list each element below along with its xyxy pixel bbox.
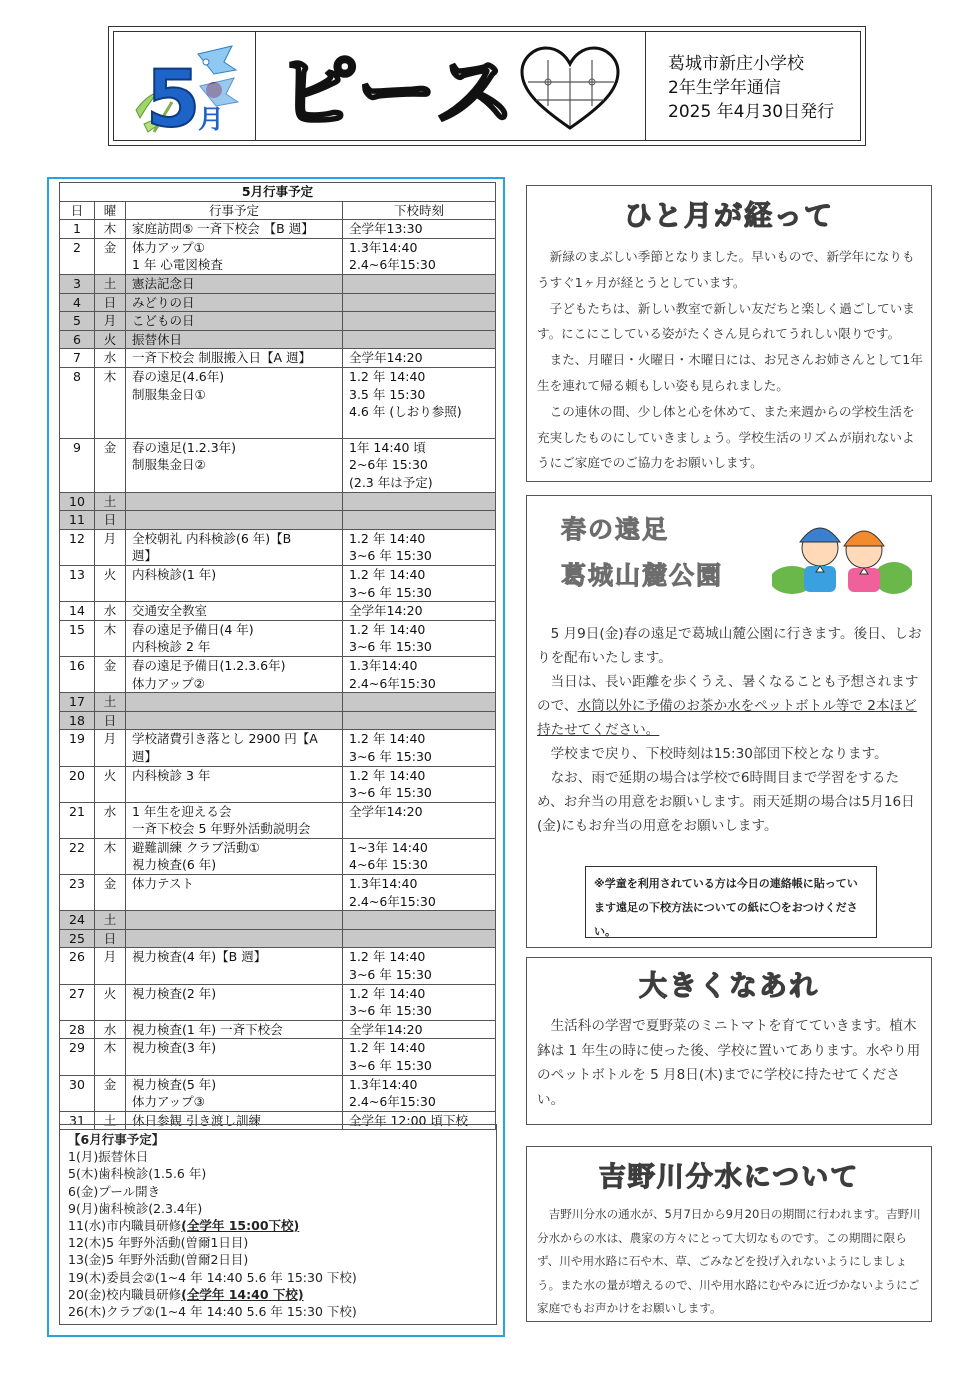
section-body [537, 244, 923, 476]
section-title: ひと月が経って [623, 199, 834, 232]
schedule-row [60, 274, 496, 293]
schedule-event: みどりの日 [126, 293, 343, 312]
schedule-dismissal: 全学年14:20 [343, 349, 496, 368]
schedule-event [126, 693, 343, 712]
schedule-title: 5月行事予定 [60, 183, 496, 202]
schedule-row [60, 220, 496, 239]
schedule-event: 振替休日 [126, 330, 343, 349]
paragraph: この連休の間、少し体と心を休めて、また来週からの学校生活を充実したものにしていきましょう。学校生活のリズムが崩れないようにご家庭でのご協力をお願いします。 [537, 403, 915, 471]
schedule-event: 視力検査(4 年)【B 週】 [126, 948, 343, 984]
schedule-weekday: 金 [95, 438, 126, 492]
schedule-event: 視力検査(1 年) 一斉下校会 [126, 1020, 343, 1039]
schedule-dismissal: 1.3年14:40 2.4~6年15:30 [343, 238, 496, 274]
water-bottle-request: 水筒以外に予備のお茶か水をペットボトル等で 2本ほど持たせてください。 [537, 698, 917, 738]
may-schedule-table [59, 182, 496, 1130]
schedule-event [126, 711, 343, 730]
schedule-weekday: 日 [95, 293, 126, 312]
schedule-row [60, 349, 496, 368]
schedule-dismissal: 全学年14:20 [343, 802, 496, 838]
schedule-row [60, 602, 496, 621]
schedule-event [126, 911, 343, 930]
june-item [68, 1148, 496, 1165]
schedule-day: 23 [60, 875, 95, 911]
schedule-dismissal [343, 312, 496, 331]
schedule-row [60, 838, 496, 874]
schedule-event [126, 511, 343, 530]
schedule-day: 11 [60, 511, 95, 530]
schedule-dismissal: 1~3年 14:40 4~6年 15:30 [343, 838, 496, 874]
june-item-text: 19(木)委員会②(1~4 年 14:40 5.6 年 15:30 下校) [68, 1269, 357, 1285]
schedule-event: 視力検査(2 年) [126, 984, 343, 1020]
schedule-row [60, 929, 496, 948]
school-info [646, 32, 860, 140]
schedule-day: 21 [60, 802, 95, 838]
header-inner [113, 31, 861, 141]
schedule-day: 13 [60, 565, 95, 601]
month-illustration [114, 32, 256, 142]
schedule-row [60, 330, 496, 349]
schedule-day: 30 [60, 1075, 95, 1111]
schedule-day: 24 [60, 911, 95, 930]
schedule-row [60, 948, 496, 984]
june-item-text: 13(金)5 年野外活動(曽爾2日目) [68, 1252, 249, 1268]
schedule-day: 5 [60, 312, 95, 331]
schedule-event: 春の遠足予備日(4 年) 内科検診 2 年 [126, 620, 343, 656]
schedule-dismissal [343, 330, 496, 349]
schedule-day: 18 [60, 711, 95, 730]
schedule-event: 憲法記念日 [126, 274, 343, 293]
schedule-dismissal [343, 693, 496, 712]
schedule-dismissal [343, 929, 496, 948]
paragraph: なお、雨で延期の場合は学校で6時間目まで学習をするため、お弁当の用意をお願いします。雨天延期の場合は5月16日(金)にもお弁当の用意をお願いします。 [537, 770, 915, 834]
schedule-row [60, 656, 496, 692]
schedule-weekday: 木 [95, 220, 126, 239]
schedule-weekday: 水 [95, 1020, 126, 1039]
schedule-row [60, 766, 496, 802]
schedule-dismissal: 1.2 年 14:40 3~6 年 15:30 [343, 984, 496, 1020]
schedule-dismissal: 1.2 年 14:40 3~6 年 15:30 [343, 565, 496, 601]
schedule-dismissal: 1.2 年 14:40 3~6 年 15:30 [343, 948, 496, 984]
schedule-day: 16 [60, 656, 95, 692]
section-spring-excursion [526, 495, 932, 948]
paragraph: 5 月9日(金)春の遠足で葛城山麓公園に行きます。後日、しおりを配布いたします。 [537, 626, 922, 666]
schedule-event: 春の遠足(1.2.3年) 制服集金日② [126, 438, 343, 492]
schedule-weekday: 金 [95, 656, 126, 692]
schedule-day: 29 [60, 1039, 95, 1075]
schedule-dismissal: 1年 14:40 頃 2~6年 15:30 (2.3 年は予定) [343, 438, 496, 492]
schedule-weekday: 火 [95, 766, 126, 802]
june-item-emphasis: (全学年 15:00下校) [181, 1218, 300, 1234]
schedule-day: 26 [60, 948, 95, 984]
schedule-weekday: 火 [95, 330, 126, 349]
section-title: 大きくなあれ [638, 969, 819, 1002]
month-char: 月 [198, 105, 225, 135]
june-item-text: 11(水)市内職員研修 [68, 1218, 182, 1234]
schedule-row [60, 1020, 496, 1039]
schedule-event: 視力検査(3 年) [126, 1039, 343, 1075]
schedule-weekday: 月 [95, 730, 126, 766]
schedule-day: 3 [60, 274, 95, 293]
section-body [537, 1014, 923, 1112]
schedule-event: 避難訓練 クラブ活動① 視力検査(6 年) [126, 838, 343, 874]
schedule-row [60, 492, 496, 511]
col-header-event: 行事予定 [126, 201, 343, 220]
schedule-event: 春の遠足(4.6年) 制服集金日① [126, 367, 343, 438]
schedule-weekday: 金 [95, 875, 126, 911]
june-item [68, 1303, 496, 1320]
section-grow-big [526, 957, 932, 1125]
schedule-day: 14 [60, 602, 95, 621]
schedule-day: 2 [60, 238, 95, 274]
schedule-day: 25 [60, 929, 95, 948]
paragraph: 吉野川分水の通水が、5月7日から9月20日の期間に行われます。吉野川分水からの水は、農家の方々にとって大切なものです。この期間に限らず、川や用水路に石や木、草、ごみなどを投げ入れないようにしましょう。また水の量が増えるので、川や用水路にむやみに近づかないようにご家庭でもお声かけをお願いします。 [537, 1207, 921, 1315]
schedule-event [126, 929, 343, 948]
schedule-dismissal: 1.3年14:40 2.4~6年15:30 [343, 875, 496, 911]
june-item-text: 20(金)校内職員研修 [68, 1286, 182, 1302]
schedule-event: 体力テスト [126, 875, 343, 911]
schedule-weekday: 水 [95, 349, 126, 368]
schedule-row [60, 511, 496, 530]
schedule-dismissal [343, 274, 496, 293]
schedule-day: 27 [60, 984, 95, 1020]
paragraph: 新緑のまぶしい季節となりました。早いもので、新学年になりもうすぐ1ヶ月が経とうとしています。 [537, 249, 915, 290]
schedule-dismissal: 1.2 年 14:40 3.5 年 15:30 4.6 年 (しおり参照) [343, 367, 496, 438]
schedule-day: 12 [60, 529, 95, 565]
schedule-weekday: 火 [95, 565, 126, 601]
june-schedule [59, 1124, 497, 1325]
newsletter-title-block [256, 32, 646, 140]
schedule-weekday: 土 [95, 274, 126, 293]
paragraph: 学校まで戻り、下校時刻は15:30部団下校となります。 [550, 746, 888, 762]
schedule-event: 一斉下校会 制服搬入日【A 週】 [126, 349, 343, 368]
schedule-weekday: 木 [95, 1039, 126, 1075]
schedule-dismissal [343, 911, 496, 930]
schedule-day: 8 [60, 367, 95, 438]
schedule-dismissal: 1.2 年 14:40 3~6 年 15:30 [343, 730, 496, 766]
schedule-dismissal [343, 511, 496, 530]
section-yoshino-canal [526, 1146, 932, 1322]
schedule-weekday: 月 [95, 948, 126, 984]
schedule-weekday: 土 [95, 492, 126, 511]
schedule-row [60, 438, 496, 492]
paragraph: 生活科の学習で夏野菜のミニトマトを育てていきます。植木鉢は 1 年生の時に使った後、学校に置いてあります。水やり用のペットボトルを 5 月8日(木)までに学校に持たせてください。 [537, 1018, 921, 1108]
schedule-weekday: 日 [95, 711, 126, 730]
schedule-row [60, 875, 496, 911]
june-item-emphasis: (全学年 14:40 下校) [181, 1286, 304, 1302]
schedule-weekday: 水 [95, 602, 126, 621]
june-item [68, 1269, 496, 1286]
schedule-event: こどもの日 [126, 312, 343, 331]
schedule-event: 交通安全教室 [126, 602, 343, 621]
schedule-row [60, 1075, 496, 1111]
paragraph: 子どもたちは、新しい教室で新しい友だちと楽しく過ごしています。にこにこしている姿がたくさん見られてうれしい限りです。 [537, 300, 915, 342]
june-title: 【6月行事予定】 [68, 1132, 165, 1147]
schedule-weekday: 水 [95, 802, 126, 838]
schedule-row [60, 984, 496, 1020]
schedule-event: 家庭訪問⑤ 一斉下校会 【B 週】 [126, 220, 343, 239]
schedule-event: 内科検診(1 年) [126, 565, 343, 601]
schedule-dismissal: 1.2 年 14:40 3~6 年 15:30 [343, 529, 496, 565]
june-item-text: 12(木)5 年野外活動(曽爾1日目) [68, 1235, 249, 1251]
newsletter-header [108, 26, 866, 146]
june-item [68, 1183, 496, 1200]
month-number: 5 [146, 55, 201, 142]
schedule-weekday: 木 [95, 367, 126, 438]
schedule-row [60, 911, 496, 930]
section-title: 吉野川分水について [598, 1162, 860, 1193]
schedule-day: 22 [60, 838, 95, 874]
paragraph: また、月曜日・火曜日・木曜日には、お兄さんお姉さんとして1年生を連れて帰る頼もしい姿も見られました。 [537, 352, 923, 393]
schedule-weekday: 月 [95, 312, 126, 331]
schedule-weekday: 日 [95, 511, 126, 530]
col-header-dismissal: 下校時刻 [343, 201, 496, 220]
col-header-day: 日 [60, 201, 95, 220]
schedule-weekday: 日 [95, 929, 126, 948]
section-body [537, 1203, 923, 1321]
schedule-weekday: 月 [95, 529, 126, 565]
section-one-month [526, 185, 932, 482]
june-item [68, 1234, 496, 1251]
schedule-dismissal [343, 492, 496, 511]
schedule-event: 全校朝礼 内科検診(6 年)【B 週】 [126, 529, 343, 565]
schedule-title-row [60, 183, 496, 202]
schedule-weekday: 金 [95, 1075, 126, 1111]
col-header-weekday: 曜 [95, 201, 126, 220]
schedule-event: 春の遠足予備日(1.2.3.6年) 体力アップ② [126, 656, 343, 692]
schedule-dismissal: 1.2 年 14:40 3~6 年 15:30 [343, 620, 496, 656]
schedule-day: 19 [60, 730, 95, 766]
june-item [68, 1165, 496, 1182]
schedule-event: 視力検査(5 年) 体力アップ③ [126, 1075, 343, 1111]
june-item-text: 9(月)歯科検診(2.3.4年) [68, 1200, 203, 1216]
schedule-dismissal: 1.3年14:40 2.4~6年15:30 [343, 656, 496, 692]
schedule-row [60, 238, 496, 274]
schedule-event: 体力アップ① 1 年 心電図検査 [126, 238, 343, 274]
schedule-row [60, 711, 496, 730]
children-picnic-illustration [772, 510, 912, 594]
newsletter-title-art [256, 32, 646, 142]
schedule-dismissal [343, 293, 496, 312]
june-item [68, 1286, 496, 1303]
schedule-day: 20 [60, 766, 95, 802]
schedule-row [60, 802, 496, 838]
schedule-row [60, 367, 496, 438]
after-school-care-note: ※学童を利用されている方は今日の連絡帳に貼っています遠足の下校方法についての紙に〇をおつけください。 [585, 866, 877, 938]
schedule-day: 28 [60, 1020, 95, 1039]
section-body [537, 622, 923, 838]
june-list [68, 1148, 496, 1320]
schedule-row [60, 693, 496, 712]
schedule-row [60, 312, 496, 331]
schedule-weekday: 金 [95, 238, 126, 274]
schedule-day: 7 [60, 349, 95, 368]
schedule-day: 1 [60, 220, 95, 239]
schedule-dismissal: 全学年14:20 [343, 602, 496, 621]
schedule-dismissal: 全学年14:20 [343, 1020, 496, 1039]
schedule-dismissal: 1.2 年 14:40 3~6 年 15:30 [343, 1039, 496, 1075]
schedule-weekday: 木 [95, 838, 126, 874]
june-item-text: 26(木)クラブ②(1~4 年 14:40 5.6 年 15:30 下校) [68, 1304, 357, 1320]
issue-date: 2025 年4月30日発行 [668, 102, 835, 122]
june-item-text: 1(月)振替休日 [68, 1149, 149, 1165]
schedule-weekday: 木 [95, 620, 126, 656]
month-badge [114, 32, 256, 140]
schedule-event: 内科検診 3 年 [126, 766, 343, 802]
schedule-dismissal [343, 711, 496, 730]
schedule-weekday: 土 [95, 911, 126, 930]
excursion-place: 葛城山麓公園 [561, 561, 724, 590]
paragraph-text: 当日は、長い距離を歩くうえ、暑くなることも予想されますので、 [537, 674, 919, 714]
schedule-day: 4 [60, 293, 95, 312]
schedule-dismissal: 1.3年14:40 2.4~6年15:30 [343, 1075, 496, 1111]
schedule-row [60, 565, 496, 601]
schedule-dismissal: 全学年13:30 [343, 220, 496, 239]
puzzle-heart-icon [522, 48, 618, 128]
june-item [68, 1217, 496, 1234]
newsletter-title: ピース [278, 46, 517, 139]
schedule-dismissal: 1.2 年 14:40 3~6 年 15:30 [343, 766, 496, 802]
schedule-row [60, 730, 496, 766]
schedule-event: 1 年生を迎える会 一斉下校会 5 年野外活動説明会 [126, 802, 343, 838]
schedule-day: 9 [60, 438, 95, 492]
schedule-weekday: 土 [95, 1111, 126, 1130]
newsletter-name: 2年生学年通信 [668, 78, 781, 98]
paragraph [537, 670, 923, 742]
schedule-row [60, 620, 496, 656]
june-item-text: 5(木)歯科検診(1.5.6 年) [68, 1166, 207, 1182]
schedule-event: 休日参観 引き渡し訓練 [126, 1111, 343, 1130]
school-name: 葛城市新庄小学校 [668, 54, 804, 74]
schedule-weekday: 火 [95, 984, 126, 1020]
schedule-event: 学校諸費引き落とし 2900 円【A 週】 [126, 730, 343, 766]
schedule-row [60, 529, 496, 565]
june-item [68, 1251, 496, 1268]
excursion-title: 春の遠足 [561, 515, 670, 544]
schedule-day: 10 [60, 492, 95, 511]
schedule-day: 6 [60, 330, 95, 349]
june-item-text: 6(金)プール開き [68, 1183, 161, 1199]
schedule-weekday: 土 [95, 693, 126, 712]
schedule-day: 31 [60, 1111, 95, 1130]
schedule-day: 17 [60, 693, 95, 712]
schedule-day: 15 [60, 620, 95, 656]
schedule-row [60, 293, 496, 312]
schedule-dismissal: 全学年 12:00 頃下校 [343, 1111, 496, 1130]
schedule-header-row [60, 201, 496, 220]
schedule-row [60, 1039, 496, 1075]
schedule-event [126, 492, 343, 511]
june-item [68, 1200, 496, 1217]
